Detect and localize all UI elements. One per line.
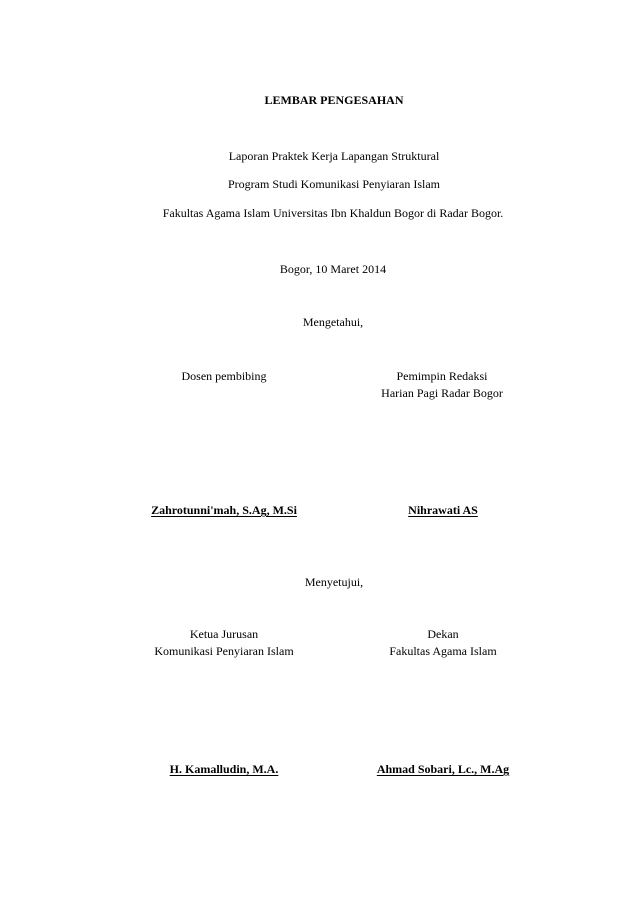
acknowledged-left-role [182,368,267,385]
approved-label: Menyetujui, [304,575,364,589]
approved-left-signatory: H. Kamalludin, M.A. [169,762,279,776]
acknowledged-right-signatory: Nihrawati AS [408,503,478,517]
report-line-3: Fakultas Agama Islam Universitas Ibn Khaldun Bogor di Radar Bogor. [162,206,504,220]
page-title: LEMBAR PENGESAHAN [264,93,404,107]
acknowledged-right-role [381,368,503,402]
approved-left-role-line-2: Komunikasi Penyiaran Islam [154,644,294,658]
acknowledged-label: Mengetahui, [302,315,364,329]
approved-right-role [389,626,496,660]
approved-right-signatory: Ahmad Sobari, Lc., M.Ag [376,762,510,776]
acknowledged-right-role-line-1: Pemimpin Redaksi [396,369,488,383]
report-line-2: Program Studi Komunikasi Penyiaran Islam [228,177,440,191]
acknowledged-right-role-line-2: Harian Pagi Radar Bogor [381,386,503,400]
approved-left-role-line-1: Ketua Jurusan [189,627,259,641]
report-line-1: Laporan Praktek Kerja Lapangan Struktural [228,149,440,163]
approved-right-role-line-2: Fakultas Agama Islam [389,644,497,658]
acknowledged-left-signatory: Zahrotunni'mah, S.Ag, M.Si [151,503,297,517]
approved-right-role-line-1: Dekan [427,627,459,641]
acknowledged-left-role-line-1: Dosen pembibing [181,369,267,383]
approved-left-role [154,626,293,660]
place-date: Bogor, 10 Maret 2014 [279,262,387,276]
